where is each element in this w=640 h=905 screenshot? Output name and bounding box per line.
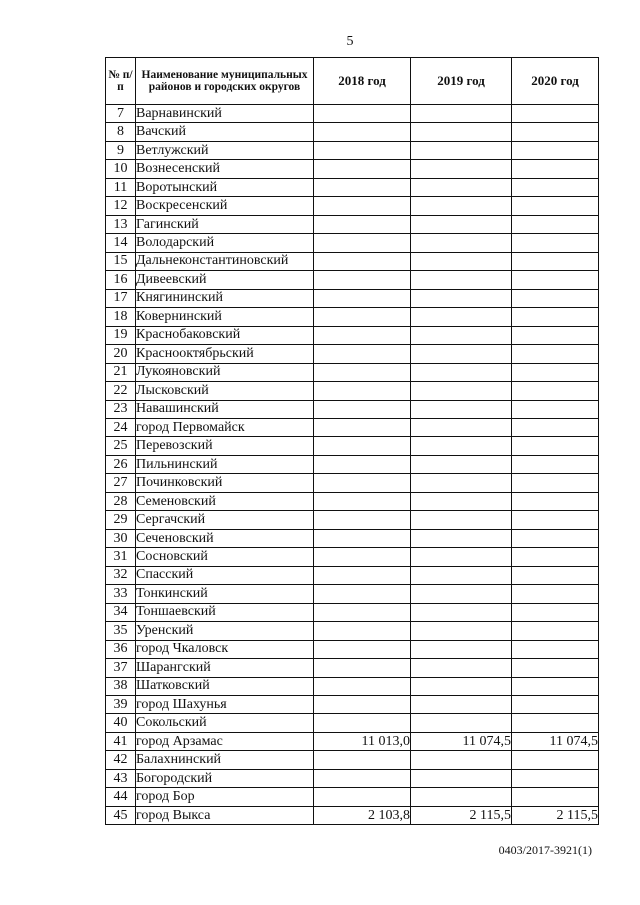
value-2018 [314,178,411,196]
value-2018 [314,677,411,695]
row-number: 42 [106,751,136,769]
municipality-name: Вознесенский [136,160,314,178]
header-2020: 2020 год [512,58,599,105]
table-header-row [106,58,599,105]
municipality-name: Гагинский [136,215,314,233]
value-2020 [512,400,599,418]
municipality-name: Тоншаевский [136,603,314,621]
table-row [106,640,599,658]
table-row [106,289,599,307]
value-2020 [512,252,599,270]
municipality-name: город Первомайск [136,418,314,436]
table-row [106,197,599,215]
value-2018 [314,437,411,455]
row-number: 26 [106,455,136,473]
municipality-name: Навашинский [136,400,314,418]
table-row [106,123,599,141]
value-2018 [314,252,411,270]
value-2018 [314,548,411,566]
municipality-name: Краснооктябрьский [136,345,314,363]
row-number: 24 [106,418,136,436]
municipality-name: Лысковский [136,382,314,400]
value-2020 [512,566,599,584]
value-2018 [314,382,411,400]
value-2020 [512,289,599,307]
value-2020 [512,234,599,252]
value-2019 [411,696,512,714]
table-row [106,400,599,418]
value-2020 [512,308,599,326]
value-2018 [314,400,411,418]
table-row [106,105,599,123]
value-2018 [314,492,411,510]
row-number: 35 [106,622,136,640]
value-2018 [314,511,411,529]
value-2020 [512,437,599,455]
municipality-name: Воскресенский [136,197,314,215]
value-2019 [411,123,512,141]
value-2018 [314,197,411,215]
table-row [106,308,599,326]
table-row [106,455,599,473]
municipality-name: Тонкинский [136,585,314,603]
value-2019 [411,677,512,695]
row-number: 45 [106,806,136,824]
value-2020: 2 115,5 [512,806,599,824]
row-number: 39 [106,696,136,714]
value-2019 [411,529,512,547]
value-2020 [512,345,599,363]
municipality-name: город Арзамас [136,732,314,750]
table-row [106,603,599,621]
row-number: 44 [106,788,136,806]
table-row [106,437,599,455]
table-row [106,732,599,750]
table-row [106,788,599,806]
municipality-name: Шатковский [136,677,314,695]
table-row [106,418,599,436]
row-number: 37 [106,659,136,677]
value-2020 [512,418,599,436]
municipality-name: Уренский [136,622,314,640]
municipality-name: Княгининский [136,289,314,307]
row-number: 22 [106,382,136,400]
value-2018 [314,640,411,658]
row-number: 43 [106,769,136,787]
row-number: 40 [106,714,136,732]
value-2020 [512,585,599,603]
municipality-name: Семеновский [136,492,314,510]
value-2019 [411,160,512,178]
row-number: 21 [106,363,136,381]
row-number: 16 [106,271,136,289]
municipality-name: Воротынский [136,178,314,196]
header-2018: 2018 год [314,58,411,105]
value-2019 [411,769,512,787]
table-row [106,234,599,252]
row-number: 10 [106,160,136,178]
header-name: Наименование муниципальных районов и городских округов [136,58,314,105]
value-2018 [314,418,411,436]
value-2018 [314,622,411,640]
value-2019 [411,382,512,400]
row-number: 23 [106,400,136,418]
value-2020 [512,659,599,677]
row-number: 28 [106,492,136,510]
municipality-name: город Чкаловск [136,640,314,658]
value-2020 [512,511,599,529]
value-2020 [512,363,599,381]
value-2019 [411,252,512,270]
header-2019: 2019 год [411,58,512,105]
value-2019: 2 115,5 [411,806,512,824]
table-row [106,345,599,363]
value-2020 [512,326,599,344]
municipality-name: Дальнеконстантиновский [136,252,314,270]
value-2019 [411,492,512,510]
municipality-name: Володарский [136,234,314,252]
value-2018: 11 013,0 [314,732,411,750]
value-2020 [512,714,599,732]
table-row [106,271,599,289]
value-2018: 2 103,8 [314,806,411,824]
table-row [106,178,599,196]
value-2020 [512,788,599,806]
table-row [106,622,599,640]
value-2019 [411,197,512,215]
value-2020 [512,271,599,289]
value-2019 [411,548,512,566]
value-2020 [512,215,599,233]
value-2019 [411,271,512,289]
value-2019 [411,418,512,436]
value-2020 [512,677,599,695]
row-number: 15 [106,252,136,270]
table-row [106,696,599,714]
value-2019 [411,289,512,307]
value-2019 [411,714,512,732]
value-2020 [512,160,599,178]
municipality-name: Спасский [136,566,314,584]
value-2020 [512,529,599,547]
value-2019 [411,363,512,381]
value-2018 [314,289,411,307]
value-2018 [314,160,411,178]
value-2020 [512,123,599,141]
value-2020 [512,105,599,123]
table-row [106,806,599,824]
value-2019 [411,751,512,769]
value-2019 [411,400,512,418]
value-2019 [411,603,512,621]
municipality-name: Вачский [136,123,314,141]
value-2019 [411,105,512,123]
row-number: 12 [106,197,136,215]
value-2018 [314,363,411,381]
table-row [106,215,599,233]
value-2019 [411,234,512,252]
value-2019 [411,640,512,658]
value-2020 [512,640,599,658]
value-2020 [512,455,599,473]
value-2018 [314,215,411,233]
municipality-name: Перевозский [136,437,314,455]
value-2018 [314,751,411,769]
municipality-name: Шарангский [136,659,314,677]
row-number: 9 [106,141,136,159]
row-number: 25 [106,437,136,455]
table-row [106,566,599,584]
municipality-name: Балахнинский [136,751,314,769]
value-2019 [411,326,512,344]
value-2019 [411,585,512,603]
row-number: 20 [106,345,136,363]
municipality-name: Лукояновский [136,363,314,381]
table-row [106,382,599,400]
table-row [106,769,599,787]
value-2019 [411,141,512,159]
row-number: 19 [106,326,136,344]
value-2020 [512,197,599,215]
value-2018 [314,603,411,621]
value-2018 [314,714,411,732]
funding-table [105,57,599,825]
table-row [106,511,599,529]
municipality-name: Краснобаковский [136,326,314,344]
value-2019 [411,474,512,492]
municipality-name: Сокольский [136,714,314,732]
table-row [106,548,599,566]
municipality-name: город Шахунья [136,696,314,714]
value-2020 [512,548,599,566]
value-2020 [512,603,599,621]
value-2020 [512,751,599,769]
table-row [106,714,599,732]
row-number: 29 [106,511,136,529]
row-number: 33 [106,585,136,603]
value-2018 [314,123,411,141]
table-row [106,141,599,159]
row-number: 36 [106,640,136,658]
municipality-name: Дивеевский [136,271,314,289]
row-number: 18 [106,308,136,326]
row-number: 38 [106,677,136,695]
value-2019 [411,308,512,326]
value-2019 [411,622,512,640]
table-row [106,529,599,547]
municipality-name: Пильнинский [136,455,314,473]
value-2018 [314,141,411,159]
municipality-name: Сергачский [136,511,314,529]
row-number: 31 [106,548,136,566]
value-2019 [411,215,512,233]
value-2020 [512,622,599,640]
row-number: 14 [106,234,136,252]
header-number: № п/п [106,58,136,105]
row-number: 17 [106,289,136,307]
row-number: 13 [106,215,136,233]
value-2020 [512,178,599,196]
municipality-name: Варнавинский [136,105,314,123]
value-2018 [314,474,411,492]
municipality-name: город Бор [136,788,314,806]
table-row [106,474,599,492]
value-2019 [411,566,512,584]
table-row [106,585,599,603]
value-2019: 11 074,5 [411,732,512,750]
value-2018 [314,326,411,344]
municipality-name: Богородский [136,769,314,787]
value-2018 [314,659,411,677]
table-row [106,677,599,695]
value-2019 [411,788,512,806]
value-2018 [314,234,411,252]
value-2019 [411,437,512,455]
row-number: 30 [106,529,136,547]
document-code: 0403/2017-3921(1) [498,843,592,857]
value-2018 [314,308,411,326]
value-2019 [411,178,512,196]
municipality-name: Ковернинский [136,308,314,326]
page-number: 5 [346,34,354,49]
row-number: 7 [106,105,136,123]
municipality-name: Сеченовский [136,529,314,547]
table-row [106,252,599,270]
value-2018 [314,529,411,547]
row-number: 41 [106,732,136,750]
municipality-name: Сосновский [136,548,314,566]
municipality-name: город Выкса [136,806,314,824]
municipality-name: Ветлужский [136,141,314,159]
value-2020 [512,474,599,492]
value-2020 [512,492,599,510]
table-row [106,363,599,381]
table-row [106,492,599,510]
row-number: 34 [106,603,136,621]
value-2019 [411,455,512,473]
value-2019 [411,511,512,529]
table-row [106,326,599,344]
row-number: 27 [106,474,136,492]
value-2020 [512,696,599,714]
value-2018 [314,585,411,603]
value-2020 [512,382,599,400]
municipality-name: Починковский [136,474,314,492]
value-2020: 11 074,5 [512,732,599,750]
value-2018 [314,345,411,363]
value-2020 [512,141,599,159]
value-2019 [411,345,512,363]
value-2018 [314,769,411,787]
row-number: 8 [106,123,136,141]
value-2018 [314,455,411,473]
value-2020 [512,769,599,787]
value-2018 [314,788,411,806]
value-2019 [411,659,512,677]
value-2018 [314,566,411,584]
table-body [106,105,599,825]
row-number: 11 [106,178,136,196]
value-2018 [314,105,411,123]
table-row [106,751,599,769]
value-2018 [314,696,411,714]
table-row [106,160,599,178]
table-row [106,659,599,677]
row-number: 32 [106,566,136,584]
value-2018 [314,271,411,289]
